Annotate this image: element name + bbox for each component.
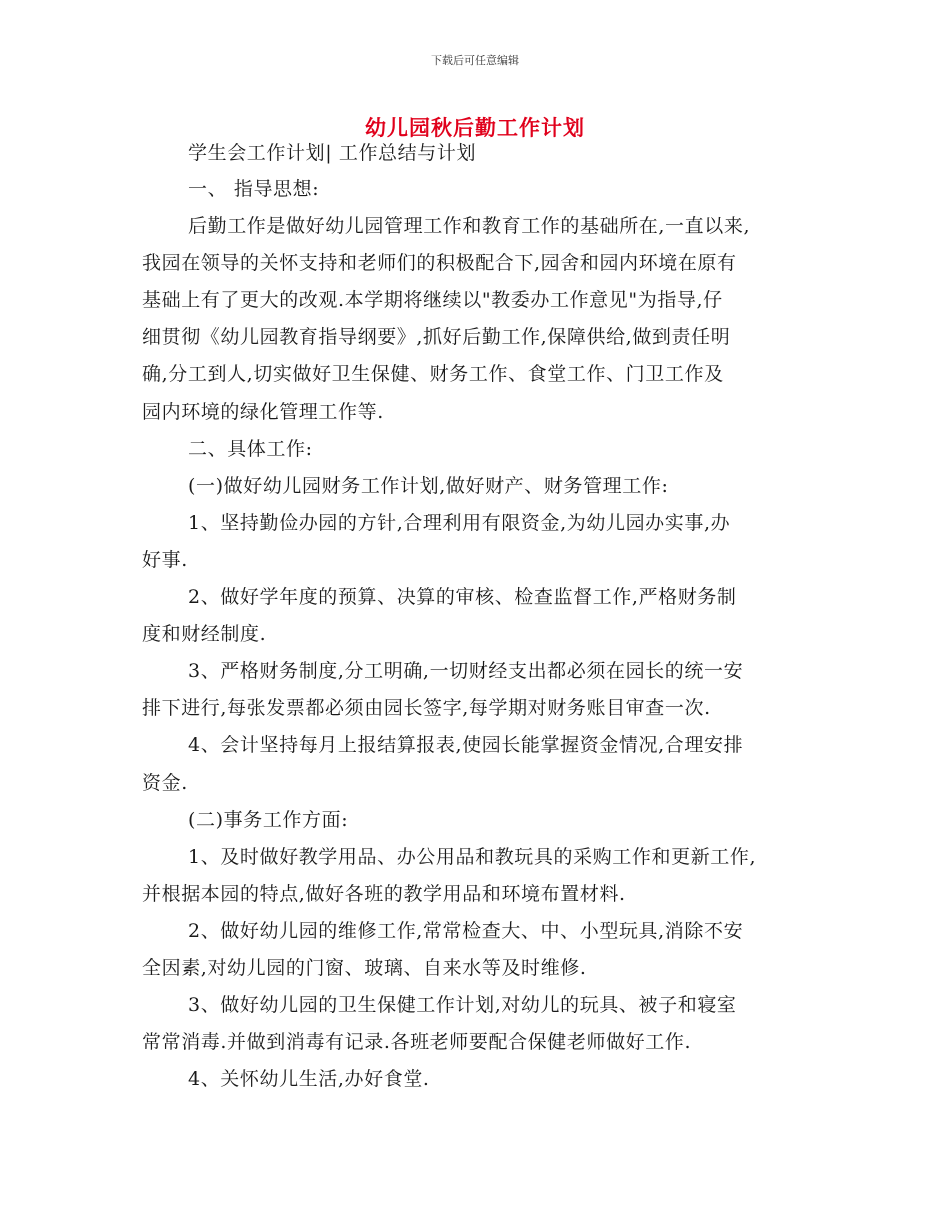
paragraph-line: 并根据本园的特点,做好各班的教学用品和环境布置材料. <box>142 882 626 905</box>
paragraph-line: 后勤工作是做好幼儿园管理工作和教育工作的基础所在,一直以来, <box>188 215 751 238</box>
paragraph-line: 1、及时做好教学用品、办公用品和教玩具的采购工作和更新工作, <box>188 845 757 868</box>
paragraph-line: 资金. <box>142 771 188 794</box>
paragraph-line: 园内环境的绿化管理工作等. <box>142 400 384 423</box>
paragraph-line: 我园在领导的关怀支持和老师们的积极配合下,园舍和园内环境在原有 <box>142 252 737 275</box>
paragraph-line: 一、 指导思想: <box>188 178 320 200</box>
paragraph-line: 1、坚持勤俭办园的方针,合理利用有限资金,为幼儿园办实事,办 <box>188 511 731 534</box>
document-title: 幼儿园秋后勤工作计划 <box>365 116 585 140</box>
paragraph-line: (二)事务工作方面: <box>188 808 349 831</box>
paragraph-line: 基础上有了更大的改观.本学期将继续以"教委办工作意见"为指导,仔 <box>142 289 723 312</box>
paragraph-line: 4、关怀幼儿生活,办好食堂. <box>188 1068 430 1091</box>
paragraph-line: 好事. <box>142 548 188 571</box>
paragraph-line: 排下进行,每张发票都必须由园长签字,每学期对财务账目审查一次. <box>142 697 711 720</box>
document-body <box>142 135 822 1098</box>
paragraph-line: 2、做好学年度的预算、决算的审核、检查监督工作,严格财务制 <box>188 586 737 609</box>
header-note: 下载后可任意编辑 <box>431 54 519 67</box>
paragraph-line: 二、具体工作: <box>188 437 313 460</box>
paragraph-line: 确,分工到人,切实做好卫生保健、财务工作、食堂工作、门卫工作及 <box>142 363 724 386</box>
paragraph-line: 常常消毒.并做到消毒有记录.各班老师要配合保健老师做好工作. <box>142 1031 692 1054</box>
paragraph-line: 度和财经制度. <box>142 623 267 646</box>
paragraph-line: 3、做好幼儿园的卫生保健工作计划,对幼儿的玩具、被子和寝室 <box>188 994 737 1017</box>
paragraph-line: 全因素,对幼儿园的门窗、玻璃、自来水等及时维修. <box>142 956 587 979</box>
paragraph-line: 细贯彻《幼儿园教育指导纲要》,抓好后勤工作,保障供给,做到责任明 <box>142 326 731 349</box>
paragraph-line: 4、会计坚持每月上报结算报表,使园长能掌握资金情况,合理安排 <box>188 734 744 757</box>
paragraph-line: (一)做好幼儿园财务工作计划,做好财产、财务管理工作: <box>188 474 669 497</box>
paragraph-line: 2、做好幼儿园的维修工作,常常检查大、中、小型玩具,消除不安 <box>188 919 744 942</box>
paragraph-line: 3、严格财务制度,分工明确,一切财经支出都必须在园长的统一安 <box>188 660 744 683</box>
document-subtitle: 学生会工作计划| 工作总结与计划 <box>188 142 477 164</box>
